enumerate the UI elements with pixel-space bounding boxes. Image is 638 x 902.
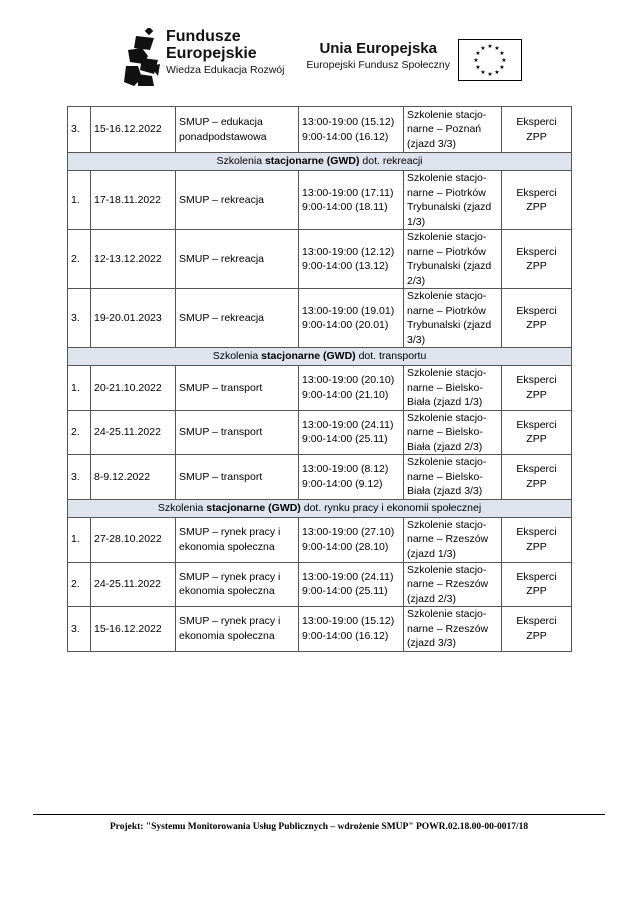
row-number: 2. (68, 562, 91, 607)
schedule-table (67, 106, 572, 652)
schedule-table-body (68, 107, 572, 652)
row-trainer: Eksperci ZPP (502, 562, 572, 607)
row-form: Szkolenie stacjo-narne – Rzeszów (zjazd 1/3) (404, 517, 502, 562)
row-trainer: Eksperci ZPP (502, 517, 572, 562)
svg-text:★: ★ (475, 51, 481, 57)
section-title-suffix: dot. rynku pracy i ekonomii społecznej (300, 501, 482, 514)
row-date: 17-18.11.2022 (91, 171, 176, 230)
section-title-prefix: Szkolenia (216, 155, 265, 168)
fundusze-europejskie-logo-icon (124, 28, 160, 86)
fundusze-europejskie-text (166, 28, 284, 78)
unia-europejska-text (306, 40, 450, 73)
row-date: 19-20.01.2023 (91, 289, 176, 348)
row-hours-day2: 9:00-14:00 (20.01) (302, 319, 389, 331)
row-topic: SMUP – edukacja ponadpodstawowa (176, 107, 299, 153)
row-hours (299, 455, 404, 500)
svg-text:★: ★ (473, 58, 479, 64)
row-number: 3. (68, 607, 91, 652)
row-hours (299, 289, 404, 348)
table-row (68, 455, 572, 500)
ue-line1: Unia Europejska (319, 40, 437, 57)
svg-text:★: ★ (499, 51, 505, 57)
row-number: 1. (68, 171, 91, 230)
row-hours (299, 410, 404, 455)
row-trainer: Eksperci ZPP (502, 366, 572, 411)
section-title (68, 348, 572, 366)
row-form: Szkolenie stacjo-narne – Rzeszów (zjazd 3/3) (404, 607, 502, 652)
row-topic: SMUP – rekreacja (176, 171, 299, 230)
row-hours-day2: 9:00-14:00 (25.11) (302, 585, 388, 598)
row-form: Szkolenie stacjo-narne – Piotrków Trybunalski (zjazd 3/3) (404, 289, 502, 348)
row-number: 3. (68, 107, 91, 153)
section-header-row (68, 499, 572, 517)
table-row (68, 517, 572, 562)
section-title (68, 153, 572, 171)
table-row (68, 107, 572, 153)
row-trainer: Eksperci ZPP (502, 410, 572, 455)
row-date: 24-25.11.2022 (91, 562, 176, 607)
row-hours-day2: 9:00-14:00 (28.10) (302, 540, 389, 553)
row-hours-day2: 9:00-14:00 (13.12) (302, 260, 389, 272)
row-trainer: Eksperci ZPP (502, 171, 572, 230)
row-date: 20-21.10.2022 (91, 366, 176, 411)
row-number: 1. (68, 517, 91, 562)
row-trainer: Eksperci ZPP (502, 230, 572, 289)
row-hours (299, 517, 404, 562)
section-title (68, 499, 572, 517)
svg-text:★: ★ (494, 70, 500, 76)
row-number: 2. (68, 410, 91, 455)
row-number: 1. (68, 366, 91, 411)
row-hours-day1: 13:00-19:00 (17.11) (302, 186, 394, 199)
row-date: 8-9.12.2022 (91, 455, 176, 500)
row-form: Szkolenie stacjo-narne – Bielsko-Biała (zjazd 2/3) (404, 410, 502, 455)
svg-text:★: ★ (501, 58, 507, 64)
row-date: 12-13.12.2022 (91, 230, 176, 289)
row-trainer: Eksperci ZPP (502, 289, 572, 348)
row-hours-day1: 13:00-19:00 (19.01) (302, 304, 395, 317)
row-topic: SMUP – rynek pracy i ekonomia społeczna (176, 517, 299, 562)
svg-text:★: ★ (480, 46, 486, 52)
eu-flag-icon (458, 39, 522, 81)
row-number: 3. (68, 455, 91, 500)
fe-line2: Europejskie (166, 45, 257, 62)
footer-divider (33, 814, 605, 815)
svg-text:★: ★ (480, 70, 486, 76)
row-hours-day1: 13:00-19:00 (27.10) (302, 526, 395, 538)
page-header (0, 22, 638, 92)
table-row (68, 366, 572, 411)
section-title-bold: stacjonarne (GWD) (206, 501, 301, 514)
row-hours (299, 230, 404, 289)
row-date: 15-16.12.2022 (91, 607, 176, 652)
row-topic: SMUP – rekreacja (176, 230, 299, 289)
row-date: 24-25.11.2022 (91, 410, 176, 455)
svg-text:★: ★ (475, 65, 481, 71)
row-hours (299, 607, 404, 652)
table-row (68, 171, 572, 230)
row-date: 27-28.10.2022 (91, 517, 176, 562)
table-row (68, 607, 572, 652)
row-number: 2. (68, 230, 91, 289)
fe-line1: Fundusze (166, 28, 241, 45)
row-trainer: Eksperci ZPP (502, 607, 572, 652)
row-form: Szkolenie stacjo-narne – Rzeszów (zjazd 2/3) (404, 562, 502, 607)
table-row (68, 289, 572, 348)
row-topic: SMUP – transport (176, 410, 299, 455)
row-hours-day2: 9:00-14:00 (21.10) (302, 388, 389, 401)
ue-line2: Europejski Fundusz Społeczny (306, 59, 450, 71)
row-hours-day2: 9:00-14:00 (16.12) (302, 629, 389, 642)
row-date: 15-16.12.2022 (91, 107, 176, 153)
section-title-suffix: dot. transportu (355, 350, 427, 363)
section-title-bold: stacjonarne (GWD) (261, 350, 356, 363)
row-hours-day1: 13:00-19:00 (20.10) (302, 374, 395, 387)
svg-text:★: ★ (487, 72, 493, 78)
row-form: Szkolenie stacjo-narne – Piotrków Trybunalski (zjazd 1/3) (404, 171, 502, 230)
row-topic: SMUP – rynek pracy i ekonomia społeczna (176, 562, 299, 607)
row-topic: SMUP – transport (176, 366, 299, 411)
section-title-suffix: dot. rekreacji (359, 155, 423, 168)
row-hours-day2: 9:00-14:00 (9.12) (302, 477, 383, 490)
row-hours-day1: 13:00-19:00 (24.11) (302, 570, 394, 583)
row-hours: 13:00-19:00 (15.12) 9:00-14:00 (16.12) (299, 107, 404, 153)
section-title-prefix: Szkolenia (157, 501, 207, 514)
fe-line3: Wiedza Edukacja Rozwój (166, 64, 285, 76)
row-topic: SMUP – rekreacja (176, 289, 299, 348)
section-title-prefix: Szkolenia (212, 350, 262, 363)
row-hours-day1: 13:00-19:00 (15.12) (302, 615, 395, 628)
table-row (68, 562, 572, 607)
row-form: Szkolenie stacjo-narne – Poznań (zjazd 3/3) (404, 107, 502, 153)
row-form: Szkolenie stacjo-narne – Piotrków Trybunalski (zjazd 2/3) (404, 230, 502, 289)
section-header-row (68, 153, 572, 171)
table-row (68, 410, 572, 455)
row-hours-day1: 13:00-19:00 (8.12) (302, 463, 389, 476)
row-hours-day1: 13:00-19:00 (12.12) (302, 245, 395, 258)
row-hours (299, 171, 404, 230)
page-footer: Projekt: "Systemu Monitorowania Usług Publicznych – wdrożenie SMUP" POWR.02.18.00-00-0017/18 (109, 822, 529, 832)
svg-text:★: ★ (499, 65, 505, 71)
row-hours-day2: 9:00-14:00 (18.11) (302, 201, 388, 213)
row-topic: SMUP – transport (176, 455, 299, 500)
section-header-row (68, 348, 572, 366)
table-row (68, 230, 572, 289)
row-trainer: Eksperci ZPP (502, 107, 572, 153)
section-title-bold: stacjonarne (GWD) (264, 155, 360, 168)
row-topic: SMUP – rynek pracy i ekonomia społeczna (176, 607, 299, 652)
row-trainer: Eksperci ZPP (502, 455, 572, 500)
row-number: 3. (68, 289, 91, 348)
row-hours-day1: 13:00-19:00 (24.11) (302, 418, 394, 431)
svg-text:★: ★ (487, 44, 493, 50)
row-hours (299, 366, 404, 411)
row-hours-day2: 9:00-14:00 (25.11) (302, 433, 388, 446)
svg-text:★: ★ (494, 46, 500, 52)
row-form: Szkolenie stacjo-narne – Bielsko-Biała (zjazd 3/3) (404, 455, 502, 500)
row-hours (299, 562, 404, 607)
row-form: Szkolenie stacjo-narne – Bielsko-Biała (zjazd 1/3) (404, 366, 502, 411)
